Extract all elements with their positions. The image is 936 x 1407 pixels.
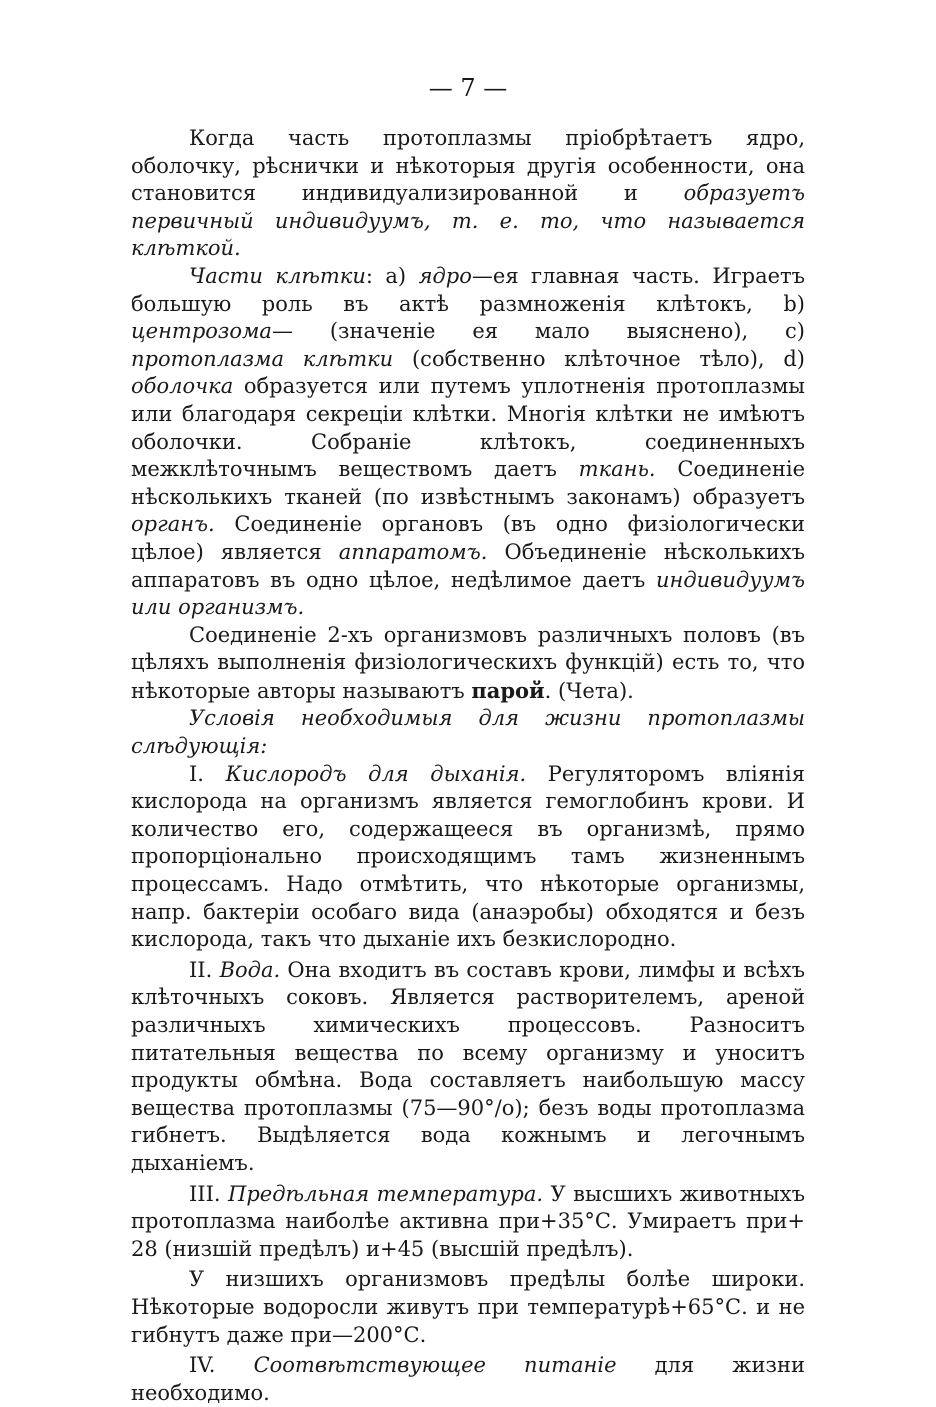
text-run: Соединеніе 2-хъ организмовъ различныхъ половъ (въ цѣляхъ выполненія физіологическихъ функцій) есть то, что нѣкоторые авторы называютъ: [131, 622, 805, 703]
text-run: Когда часть протоплазмы пріобрѣтаетъ ядро, оболочку, рѣснички и нѣкоторыя другія особенности, она становится индивидуализированной и: [131, 126, 805, 206]
paragraph-water: [131, 957, 805, 1178]
page-number: — 7 —: [428, 74, 508, 102]
italic-text-run: Вода.: [219, 957, 281, 982]
text-run: (собственно клѣточное тѣло), d): [393, 346, 805, 371]
text-run: Соединеніе нѣсколькихъ тканей (по извѣстнымъ законамъ) образуетъ: [131, 457, 805, 509]
paragraph-oxygen: [131, 761, 805, 954]
italic-text-run: индивидуумъ или организмъ.: [131, 567, 805, 620]
text-run: образуется или путемъ уплотненія протоплазмы или благодаря секреціи клѣтки. Многія клѣтки не имѣютъ оболочки. Собраніе клѣтокъ, соединенныхъ межклѣточнымъ веществомъ даетъ: [131, 374, 805, 482]
paragraph-lower-organisms: [131, 1266, 805, 1349]
text-run: для жизни необходимо.: [131, 1353, 805, 1405]
paragraph-conditions-heading: [131, 705, 805, 760]
page-body: [131, 125, 805, 1407]
text-run: —ея главная часть. Играетъ большую роль въ актѣ размноженія клѣтокъ, b): [131, 263, 806, 316]
italic-text-run: аппаратомъ.: [338, 539, 488, 564]
italic-text-run: ткань.: [578, 457, 656, 482]
paragraph-cell-definition: [131, 125, 805, 263]
italic-text-run: протоплазма клѣтки: [131, 346, 394, 371]
text-run: IV.: [189, 1353, 254, 1378]
text-run: У высшихъ животныхъ протоплазма наиболѣе активна при+35°С. Умираетъ при+ 28 (низшій предѣлъ) и+45 (высшій предѣлъ).: [131, 1181, 805, 1261]
text-run: Она входитъ въ составъ крови, лимфы и всѣхъ клѣточныхъ соковъ. Является растворителемъ, ареной различныхъ химическихъ процессовъ. Разноситъ питательныя вещества по всему организму и уноситъ продукты обмѣна. Вода составляетъ наибольшую массу вещества протоплазмы (75—90°/о); безъ воды протоплазма гибнетъ. Выдѣляется вода кожнымъ и легочнымъ дыханіемъ.: [131, 957, 805, 1175]
paragraph-temperature: [131, 1181, 805, 1264]
paragraph-nutrition: [131, 1352, 805, 1407]
italic-text-run: Условія необходимыя для жизни протоплазмы слѣдующія:: [131, 706, 805, 759]
italic-text-run: Предѣльная температура.: [228, 1181, 544, 1206]
text-run: Регуляторомъ вліянія кислорода на организмъ является гемоглобинъ крови. И количество его, содержащееся въ организмѣ, прямо пропорціонально происходящимъ тамъ жизненнымъ процессамъ. Надо отмѣтить, что нѣкоторые организмы, напр. бактеріи особаго вида (анаэробы) обходятся и безъ кислорода, такъ что дыханіе ихъ безкислородно.: [131, 761, 805, 952]
italic-text-run: образуетъ первичный индивидуумъ, т. е. то, что называется клѣткой.: [131, 181, 805, 261]
text-run: — (значеніе ея мало выяснено), с): [271, 319, 805, 344]
paragraph-pair: [131, 622, 805, 706]
italic-text-run: центрозома: [131, 319, 272, 344]
text-run: : а): [365, 263, 419, 288]
text-run: . (Чета).: [544, 678, 634, 703]
text-run: II.: [189, 957, 220, 982]
text-run: Объединеніе нѣсколькихъ аппаратовъ въ одно цѣлое, недѣлимое даетъ: [131, 539, 806, 592]
italic-text-run: Соотвѣтствующее питаніе: [253, 1353, 617, 1378]
italic-text-run: органъ.: [131, 512, 215, 537]
italic-text-run: Части клѣтки: [189, 263, 366, 288]
italic-text-run: Кислородъ для дыханія.: [225, 761, 527, 786]
italic-text-run: ядро: [418, 263, 472, 288]
text-run: I.: [189, 761, 226, 786]
bold-text-run: парой: [471, 677, 545, 703]
paragraph-cell-parts: [131, 263, 805, 622]
text-run: У низшихъ организмовъ предѣлы болѣе широки. Нѣкоторые водоросли живутъ при температурѣ+65°С. и не гибнутъ даже при—200°С.: [131, 1267, 805, 1347]
italic-text-run: оболочка: [131, 374, 234, 399]
text-run: III.: [189, 1181, 229, 1206]
text-run: Соединеніе органовъ (въ одно физіологически цѣлое) является: [131, 512, 805, 564]
